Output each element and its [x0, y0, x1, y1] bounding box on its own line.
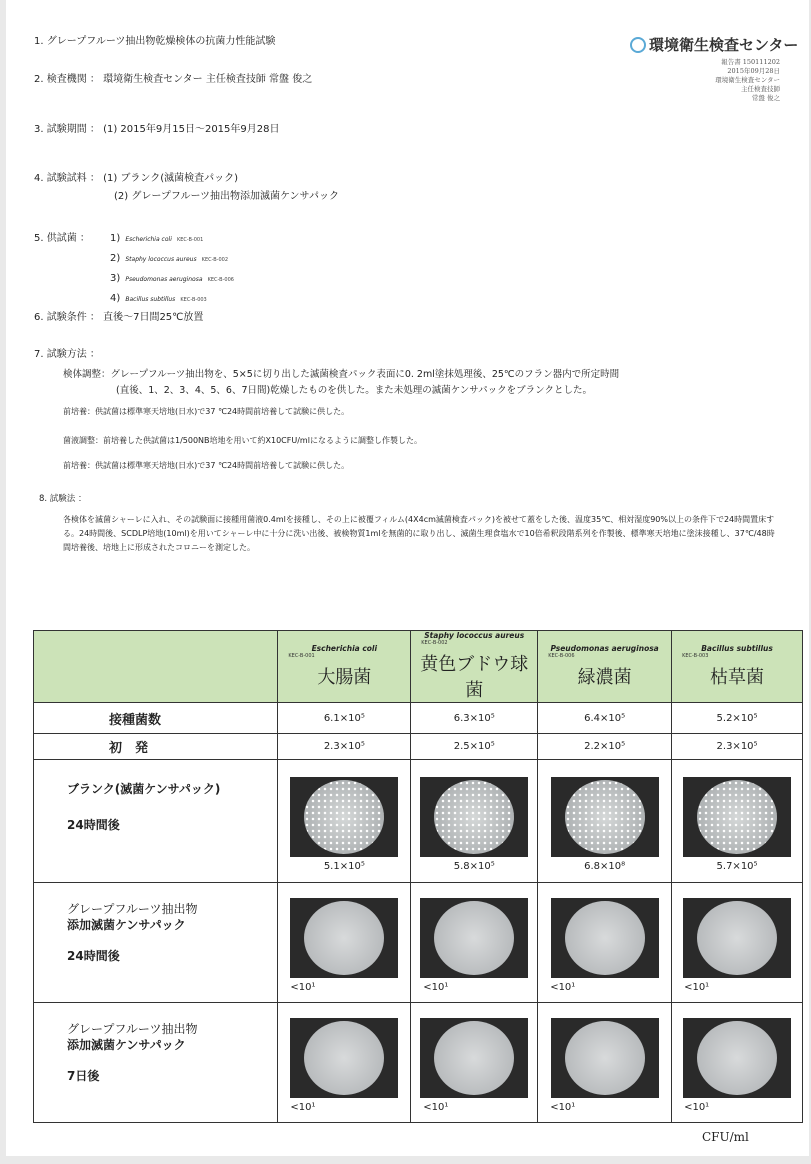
cell: 2.2×10⁵: [538, 734, 672, 760]
cell: 2.3×10⁵: [278, 734, 411, 760]
cell: 2.3×10⁵: [672, 734, 803, 760]
table-row: [34, 734, 803, 760]
petri-dish-image: [683, 1018, 791, 1098]
table-row: [34, 703, 803, 734]
cell: <10¹: [672, 883, 803, 1003]
strain-item: 4) Bacillus subtillus KEC-B-003: [110, 293, 207, 304]
logo: [630, 34, 798, 55]
table-row-blank-24h: [34, 760, 803, 883]
stamp-line: 常盤 俊之: [751, 94, 780, 102]
section-method: 7. 試験方法 ：: [34, 349, 100, 360]
logo-icon: [630, 37, 646, 53]
petri-dish-image: [290, 777, 398, 857]
cell: 5.7×10⁵: [672, 760, 803, 883]
cell: <10¹: [538, 1003, 672, 1123]
section-title: 1. グレープフルーツ抽出物乾燥検体の抗菌力性能試験: [34, 36, 276, 47]
table-row-treated-7d: [34, 1003, 803, 1123]
report-stamp: [620, 58, 780, 103]
row-label: グレープフルーツ抽出物 添加滅菌ケンサパック 7日後: [34, 1003, 278, 1123]
petri-dish-image: [420, 777, 528, 857]
section-conditions: 6. 試験条件 ： 直後～7日間25℃放置: [34, 312, 204, 323]
row-label: ブランク(滅菌ケンサパック) 24時間後: [34, 760, 278, 883]
petri-dish-image: [420, 1018, 528, 1098]
row-label: 初 発: [34, 734, 278, 760]
section-agency: 2. 検査機関 ： 環境衛生検査センター 主任検査技師 常盤 俊之: [34, 74, 313, 85]
stamp-line: 報告書 150111202: [721, 58, 780, 66]
stamp-line: 環境衛生検査センター: [715, 76, 780, 84]
report-page: [6, 0, 809, 1156]
cell: 5.2×10⁵: [672, 703, 803, 734]
cell: 6.1×10⁵: [278, 703, 411, 734]
strain-list: [110, 228, 234, 308]
table-header-row: [34, 631, 803, 703]
petri-dish-image: [290, 1018, 398, 1098]
petri-dish-image: [551, 777, 659, 857]
unit-label: CFU/ml: [702, 1130, 749, 1144]
cell: <10¹: [411, 883, 538, 1003]
cell: 2.5×10⁵: [411, 734, 538, 760]
cell: <10¹: [538, 883, 672, 1003]
section-test: 8. 試験法 ：: [39, 494, 87, 504]
cell: <10¹: [411, 1003, 538, 1123]
stamp-line: 主任検査技師: [741, 85, 780, 93]
column-header: Pseudomonas aeruginosa KEC-B-006 緑濃菌: [538, 631, 672, 703]
method-line: 菌液調整：前培養した供試菌は1/500NB培地を用いて約X10CFU/mlになるように調整し作製した。: [63, 436, 422, 445]
row-label: グレープフルーツ抽出物 添加滅菌ケンサパック 24時間後: [34, 883, 278, 1003]
method-line: 前培養：供試菌は標準寒天培地(日水)で37 ℃24時間前培養して試験に供した。: [63, 407, 350, 416]
method-line: 検体調整：グレープフルーツ抽出物を、5×5に切り出した滅菌検査パック表面に0. 2ml塗抹処理後、25℃のフラン器内で所定時間: [63, 369, 620, 380]
petri-dish-image: [683, 898, 791, 978]
cell: <10¹: [672, 1003, 803, 1123]
cell: 5.1×10⁵: [278, 760, 411, 883]
section-strains: 5. 供試菌 ：: [34, 233, 90, 244]
logo-text: 環境衛生検査センター: [649, 36, 799, 54]
section-samples: 4. 試験試料 ： (1) ブランク(滅菌検査パック): [34, 173, 239, 184]
cell: 6.3×10⁵: [411, 703, 538, 734]
section-samples-2: (2) グレープフルーツ抽出物添加滅菌ケンサパック: [114, 191, 339, 202]
petri-dish-image: [420, 898, 528, 978]
method-line: (直後、1、2、3、4、5、6、7日間)乾燥したものを供した。また未処理の滅菌ケンサパックをブランクとした。: [116, 385, 592, 396]
column-header: Staphy lococcus aureus KEC-B-002 黄色ブドウ球菌: [411, 631, 538, 703]
section-period: 3. 試験期間 ： (1) 2015年9月15日～2015年9月28日: [34, 124, 280, 135]
row-label: 接種菌数: [34, 703, 278, 734]
cell: <10¹: [278, 883, 411, 1003]
petri-dish-image: [290, 898, 398, 978]
header-corner: [34, 631, 278, 703]
cell: 5.8×10⁵: [411, 760, 538, 883]
strain-item: 2) Staphy lococcus aureus KEC-B-002: [110, 253, 229, 264]
strain-item: 3) Pseudomonas aeruginosa KEC-B-006: [110, 273, 234, 284]
method-line: 前培養：供試菌は標準寒天培地(日水)で37 ℃24時間前培養して試験に供した。: [63, 461, 350, 470]
cell: <10¹: [278, 1003, 411, 1123]
stamp-line: 2015年09月28日: [727, 67, 780, 75]
strain-item: 1) Escherichia coli KEC-B-001: [110, 233, 204, 244]
test-paragraph: 各検体を滅菌シャーレに入れ、その試験面に接種用菌液0.4mlを接種し、その上に被覆フィルム(4X4cm滅菌検査パック)を被せて蓋をした後、温度35℃、相対湿度90%以上の条件下で24時間置床する。24時間後、SCDLP培地(10ml)を用いてシャーレ中に十分に洗い出後、被検物質1mlを無菌的に取り出し、滅菌生理食塩水で10倍希釈段階系列を作製後、標準寒天培地に塗沫接種し、37℃/48時間培養後、培地上に形成されたコロニーを測定した。: [63, 515, 775, 552]
petri-dish-image: [551, 898, 659, 978]
petri-dish-image: [551, 1018, 659, 1098]
petri-dish-image: [683, 777, 791, 857]
column-header: Escherichia coli KEC-B-001 大腸菌: [278, 631, 411, 703]
table-row-treated-24h: [34, 883, 803, 1003]
cell: 6.8×10⁸: [538, 760, 672, 883]
cell: 6.4×10⁵: [538, 703, 672, 734]
column-header: Bacillus subtillus KEC-B-003 枯草菌: [672, 631, 803, 703]
results-table: [33, 630, 803, 1123]
